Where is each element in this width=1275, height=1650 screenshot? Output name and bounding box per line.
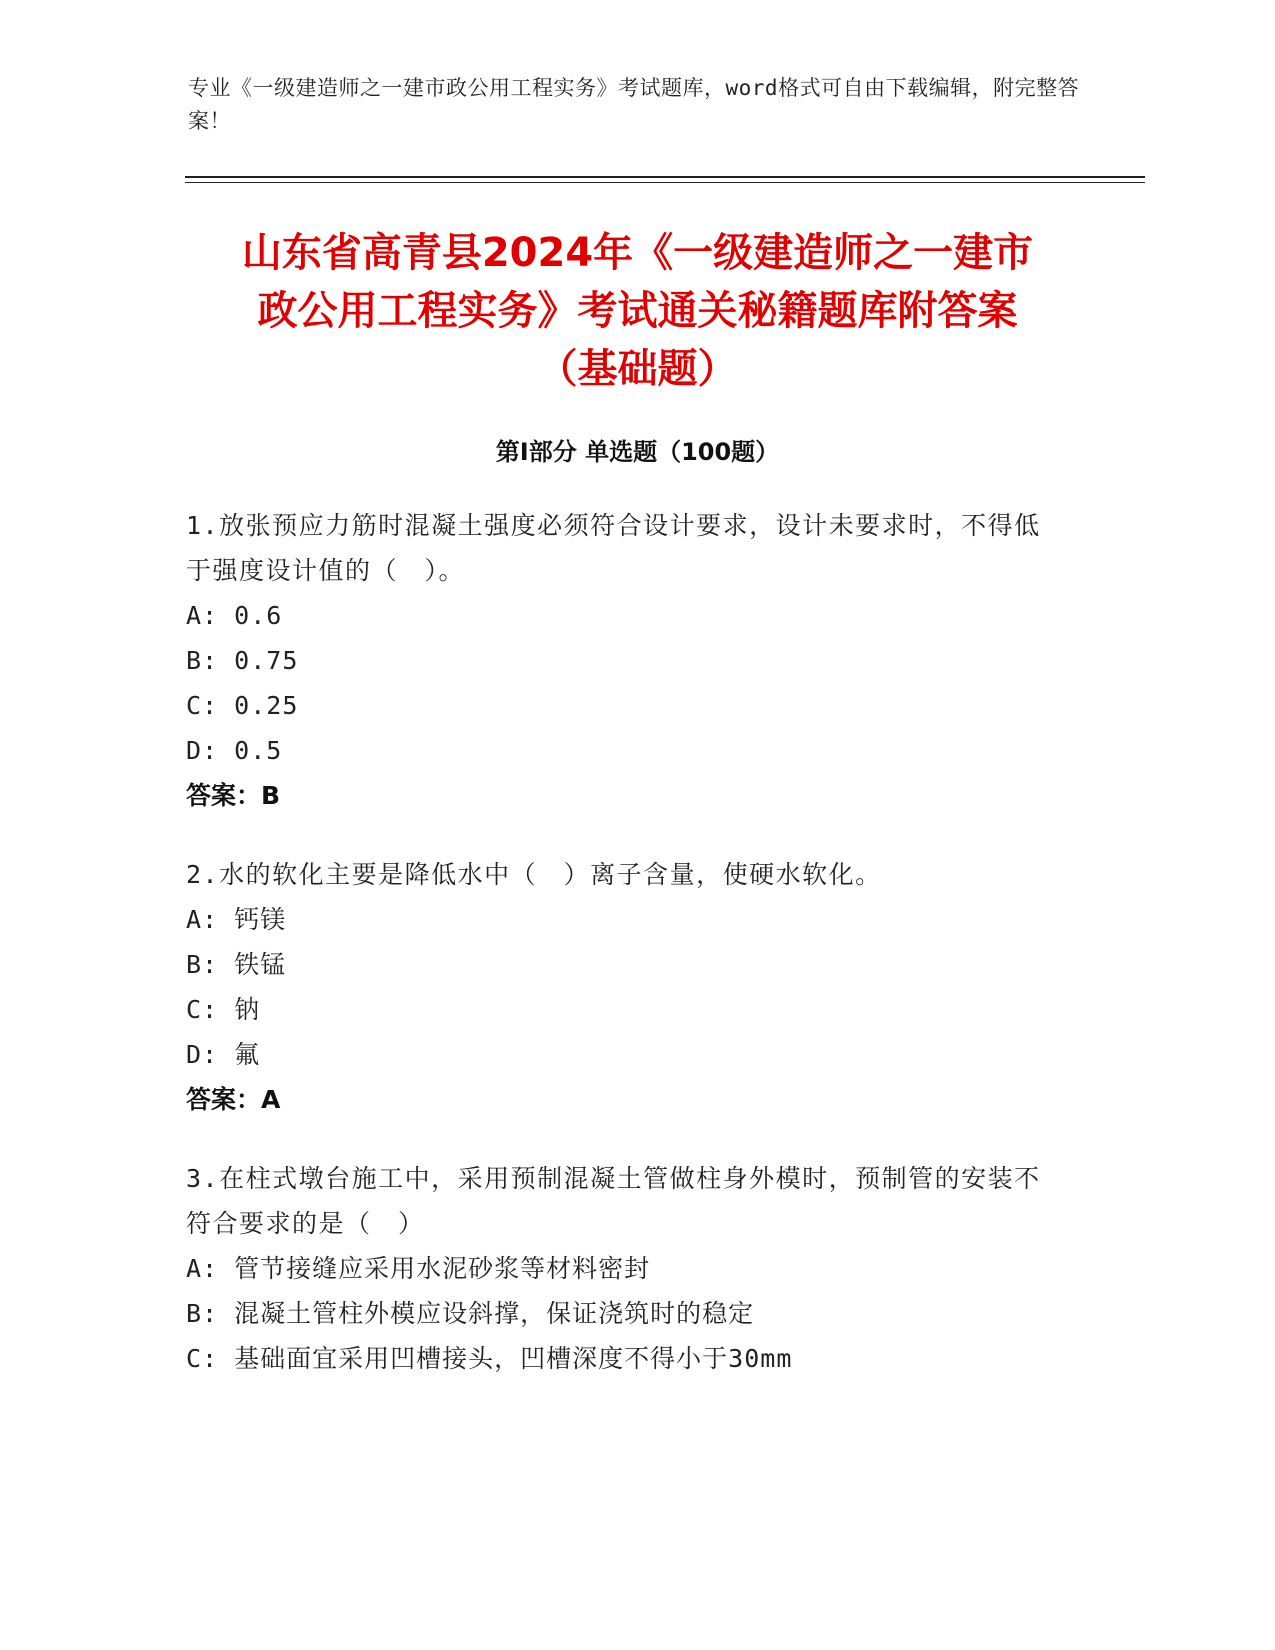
option-text: 钙镁 <box>234 905 287 934</box>
answer-label: 答案： <box>186 1085 262 1114</box>
header-divider-thick <box>185 176 1145 178</box>
option-letter: D: <box>186 1040 219 1069</box>
option-text: 基础面宜采用凹槽接头，凹槽深度不得小于30mm <box>234 1344 793 1373</box>
option-text: 0.6 <box>234 601 283 630</box>
option-letter: D: <box>186 736 219 765</box>
option-b <box>186 1291 1066 1336</box>
header-note: 专业《一级建造师之一建市政公用工程实务》考试题库，word格式可自由下载编辑，附完整答案！ <box>188 76 1080 133</box>
answer-label: 答案： <box>186 781 262 810</box>
option-a <box>186 897 1066 942</box>
question-2 <box>186 852 1066 1122</box>
option-a <box>186 593 1066 638</box>
option-letter: C: <box>186 691 219 720</box>
question-1 <box>186 503 1066 818</box>
option-letter: A: <box>186 905 219 934</box>
option-c <box>186 1336 1066 1381</box>
option-letter: C: <box>186 995 219 1024</box>
answer-value: B <box>261 781 281 810</box>
question-3 <box>186 1156 1066 1381</box>
option-c <box>186 987 1066 1032</box>
option-a <box>186 1246 1066 1291</box>
option-letter: A: <box>186 1254 219 1283</box>
section-heading: 第I部分 单选题（100题） <box>495 438 780 466</box>
option-letter: A: <box>186 601 219 630</box>
answer-line <box>186 1077 1066 1122</box>
option-text: 混凝土管柱外模应设斜撑，保证浇筑时的稳定 <box>234 1299 755 1328</box>
option-c <box>186 683 1066 728</box>
document-title <box>150 224 1125 398</box>
option-text: 管节接缝应采用水泥砂浆等材料密封 <box>234 1254 651 1283</box>
question-stem: 1.放张预应力筋时混凝土强度必须符合设计要求，设计未要求时，不得低于强度设计值的（ ）。 <box>186 511 1041 585</box>
option-b <box>186 638 1066 683</box>
option-text: 0.75 <box>234 646 299 675</box>
option-letter: B: <box>186 1299 219 1328</box>
option-letter: B: <box>186 646 219 675</box>
title-line-3: （基础题） <box>537 346 738 392</box>
answer-value: A <box>261 1085 281 1114</box>
option-letter: C: <box>186 1344 219 1373</box>
option-letter: B: <box>186 950 219 979</box>
option-text: 氟 <box>234 1040 261 1069</box>
title-line-1: 山东省高青县2024年《一级建造师之一建市 <box>241 230 1034 276</box>
option-text: 钠 <box>234 995 261 1024</box>
option-text: 0.5 <box>234 736 283 765</box>
option-b <box>186 942 1066 987</box>
answer-line <box>186 773 1066 818</box>
option-d <box>186 1032 1066 1077</box>
header-divider-thin <box>185 182 1145 183</box>
option-text: 0.25 <box>234 691 299 720</box>
question-stem: 2.水的软化主要是降低水中（ ）离子含量，使硬水软化。 <box>186 860 882 889</box>
title-line-2: 政公用工程实务》考试通关秘籍题库附答案 <box>257 288 1018 334</box>
option-text: 铁锰 <box>234 950 287 979</box>
question-stem: 3.在柱式墩台施工中，采用预制混凝土管做柱身外模时，预制管的安装不符合要求的是（ ） <box>186 1164 1041 1238</box>
option-d <box>186 728 1066 773</box>
